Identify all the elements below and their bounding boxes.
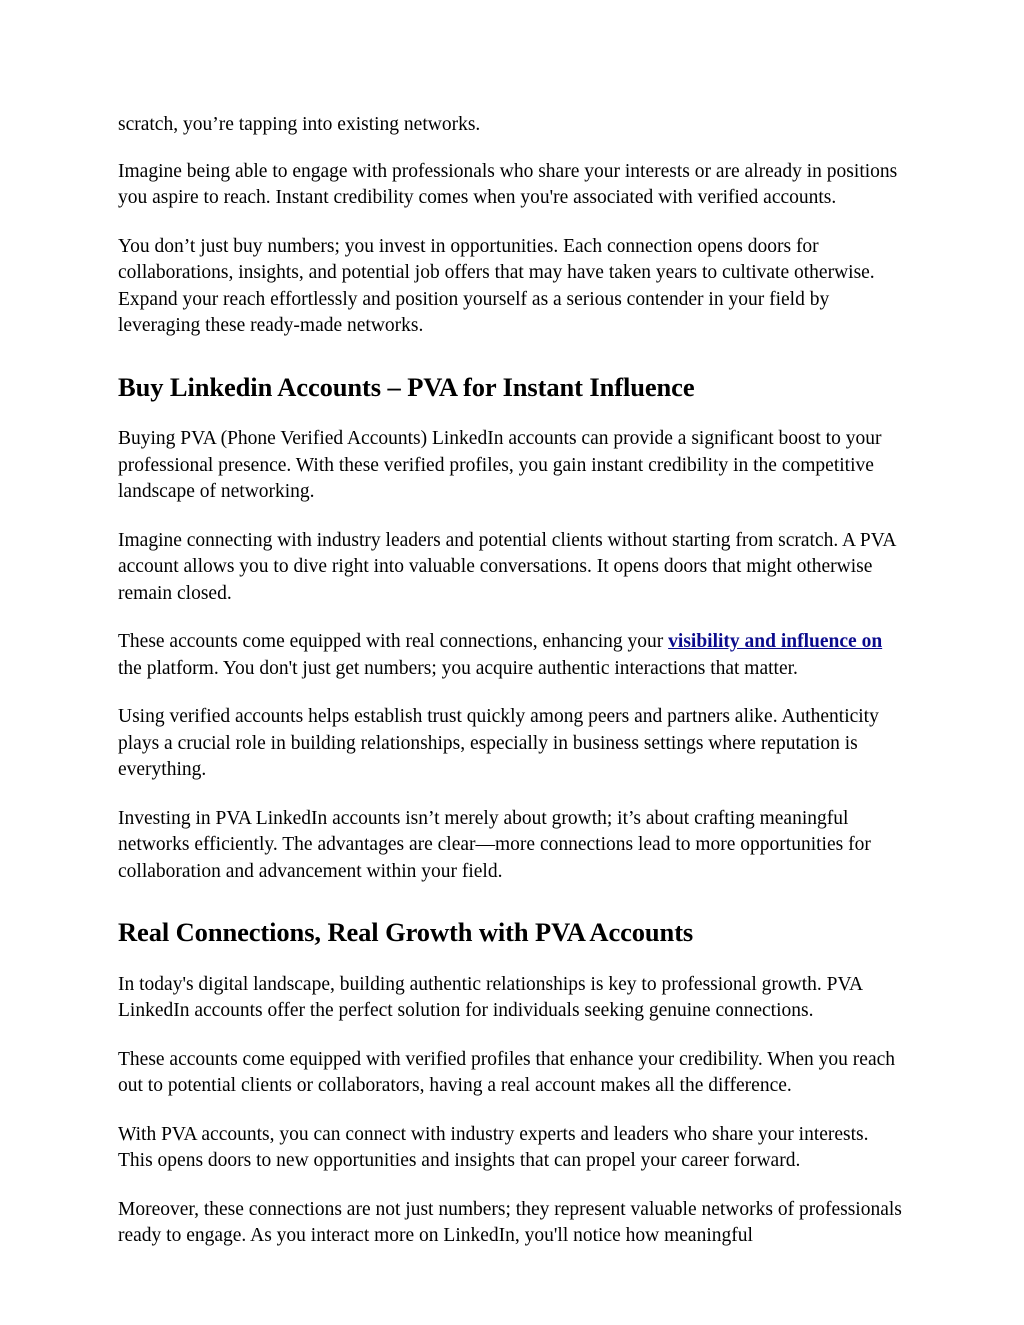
paragraph: Investing in PVA LinkedIn accounts isn’t merely about growth; it’s about crafting meaningful networks efficiently. The advantages are clear—more connections lead to more opportunities for collaboration and advancement within your field. [118,807,871,882]
paragraph-with-link [118,629,904,682]
paragraph: Imagine being able to engage with professionals who share your interests or are already in positions you aspire to reach. Instant credibility comes when you're associated with verified accounts. [118,160,898,209]
paragraph-text-before-link: These accounts come equipped with real connections, enhancing your [118,631,669,653]
paragraph: These accounts come equipped with verified profiles that enhance your credibility. When you reach out to potential clients or collaborators, having a real account makes all the difference. [118,1048,896,1097]
paragraph: You don’t just buy numbers; you invest in opportunities. Each connection opens doors for collaborations, insights, and potential job offers that may have taken years to cultivate otherwise. Expand your reach effortlessly and position yourself as a serious contender in your field by leveraging these ready-made networks. [118,235,875,337]
visibility-and-influence-link[interactable]: visibility and influence on [668,631,883,653]
paragraph-continuation: scratch, you’re tapping into existing networks. [118,114,481,135]
paragraph: Moreover, these connections are not just numbers; they represent valuable networks of professionals ready to engage. As you interact more on LinkedIn, you'll notice how meaningful [118,1198,902,1247]
paragraph: In today's digital landscape, building authentic relationships is key to professional growth. PVA LinkedIn accounts offer the perfect solution for individuals seeking genuine connections. [118,973,863,1022]
section-heading-buy-linkedin-accounts: Buy Linkedin Accounts – PVA for Instant Influence [118,371,695,402]
document-body [118,112,904,1272]
paragraph: Using verified accounts helps establish trust quickly among peers and partners alike. Authenticity plays a crucial role in building relationships, especially in business settings where reputation is everything. [118,706,879,781]
paragraph-text-after-link: the platform. You don't just get numbers; you acquire authentic interactions that matter. [118,657,798,679]
section-heading-real-connections: Real Connections, Real Growth with PVA Accounts [118,917,694,948]
paragraph: Imagine connecting with industry leaders and potential clients without starting from scratch. A PVA account allows you to dive right into valuable conversations. It opens doors that might otherwise remain closed. [118,529,896,604]
paragraph: Buying PVA (Phone Verified Accounts) LinkedIn accounts can provide a significant boost to your professional presence. With these verified profiles, you gain instant credibility in the competitive landscape of networking. [118,428,882,503]
paragraph: With PVA accounts, you can connect with industry experts and leaders who share your interests. This opens doors to new opportunities and insights that can propel your career forward. [118,1123,869,1172]
